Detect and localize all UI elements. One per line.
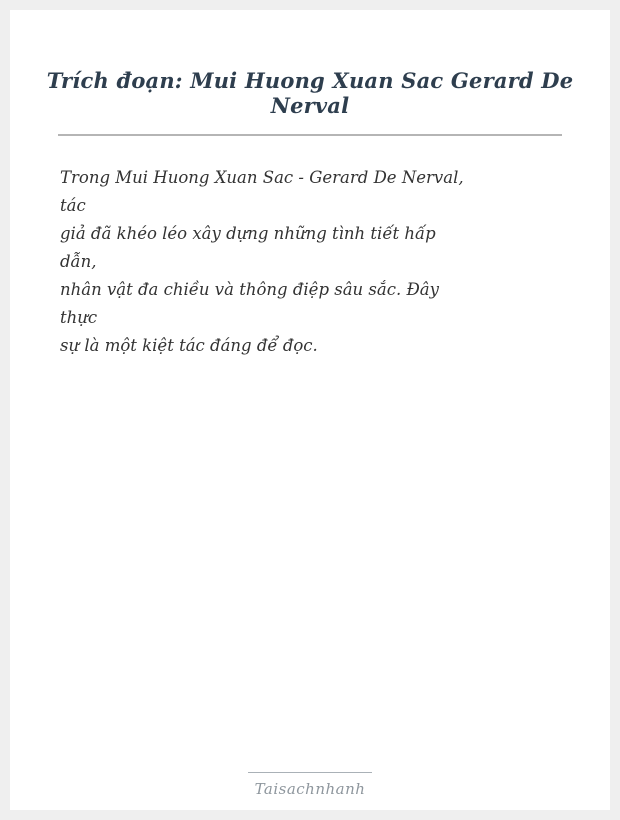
footer-signature: Taisachnhanh xyxy=(254,780,366,798)
body-line: tác xyxy=(60,196,86,215)
body-line: giả đã khéo léo xây dựng những tình tiết hấp xyxy=(60,224,436,243)
body-line: thực xyxy=(60,308,98,327)
page-title: Trích đoạn: Mui Huong Xuan Sac Gerard De Nerval xyxy=(46,68,574,118)
title-divider xyxy=(58,134,562,136)
footer-divider xyxy=(248,772,372,773)
footer xyxy=(10,772,610,798)
body-line: sự là một kiệt tác đáng để đọc. xyxy=(60,336,318,355)
body-text xyxy=(60,164,560,360)
body-line: dẫn, xyxy=(60,252,97,271)
body-line: nhân vật đa chiều và thông điệp sâu sắc. Đây xyxy=(60,280,439,299)
document-sheet xyxy=(10,10,610,810)
body-line: Trong Mui Huong Xuan Sac - Gerard De Nerval, xyxy=(60,168,464,187)
